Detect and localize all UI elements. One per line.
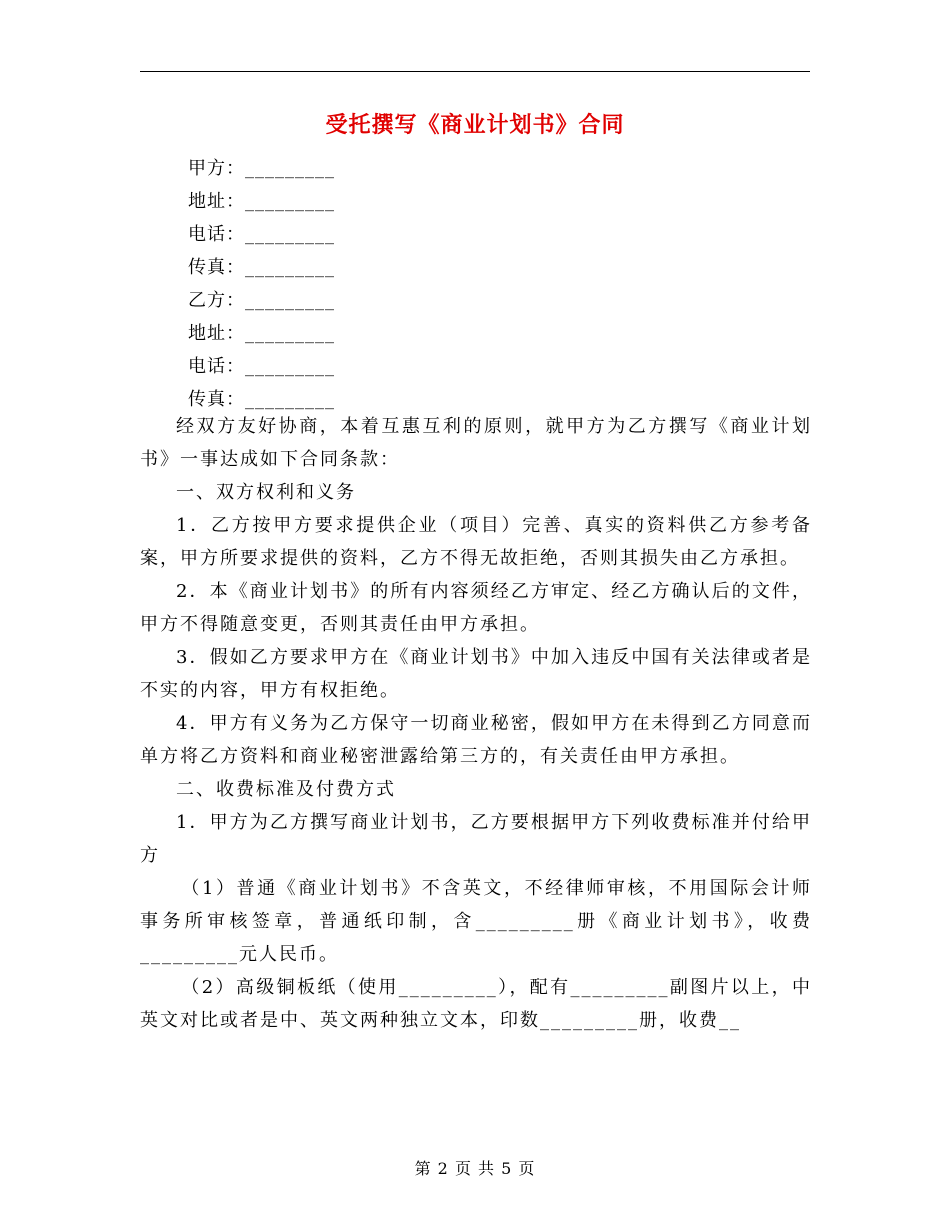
intro-paragraph: 经双方友好协商，本着互惠互利的原则，就甲方为乙方撰写《商业计划书》一事达成如下合同条款： [140,416,812,470]
party-b-address-field: 地址：_________ [188,323,335,344]
clause-1-3: 3．假如乙方要求甲方在《商业计划书》中加入违反中国有关法律或者是不实的内容，甲方有权拒绝。 [140,647,812,701]
party-b-phone-field: 电话：_________ [188,356,335,377]
clause-1-2: 2．本《商业计划书》的所有内容须经乙方审定、经乙方确认后的文件，甲方不得随意变更，否则其责任由甲方承担。 [140,581,812,635]
clause-1-1: 1．乙方按甲方要求提供企业（项目）完善、真实的资料供乙方参考备案，甲方所要求提供的资料，乙方不得无故拒绝，否则其损失由乙方承担。 [140,515,812,569]
party-info-block [188,152,335,416]
party-a-phone-field: 电话：_________ [188,224,335,245]
party-b-name-field: 乙方：_________ [188,290,335,311]
document-title: 受托撰写《商业计划书》合同 [325,113,625,138]
clause-2-1-item-2: （2）高级铜板纸（使用_________），配有_________副图片以上，中英文对比或者是中、英文两种独立文本，印数_________册，收费__ [140,977,812,1031]
party-a-fax-field: 传真：_________ [188,257,335,278]
party-b-fax-field: 传真：_________ [188,389,335,410]
section-heading-rights: 一、双方权利和义务 [176,482,356,503]
section-heading-fees: 二、收费标准及付费方式 [176,779,396,800]
party-a-address-field: 地址：_________ [188,191,335,212]
page-number-footer: 第 2 页 共 5 页 [414,1159,536,1178]
contract-body [140,410,812,1037]
clause-2-1: 1．甲方为乙方撰写商业计划书，乙方要根据甲方下列收费标准并付给甲方 [140,812,812,866]
header-rule [140,71,810,72]
clause-1-4: 4．甲方有义务为乙方保守一切商业秘密，假如甲方在未得到乙方同意而单方将乙方资料和商业秘密泄露给第三方的，有关责任由甲方承担。 [140,713,812,767]
party-a-name-field: 甲方：_________ [188,158,335,179]
clause-2-1-item-1: （1）普通《商业计划书》不含英文，不经律师审核，不用国际会计师事务所审核签章，普通纸印制，含_________册《商业计划书》，收费_________元人民币。 [140,878,812,965]
